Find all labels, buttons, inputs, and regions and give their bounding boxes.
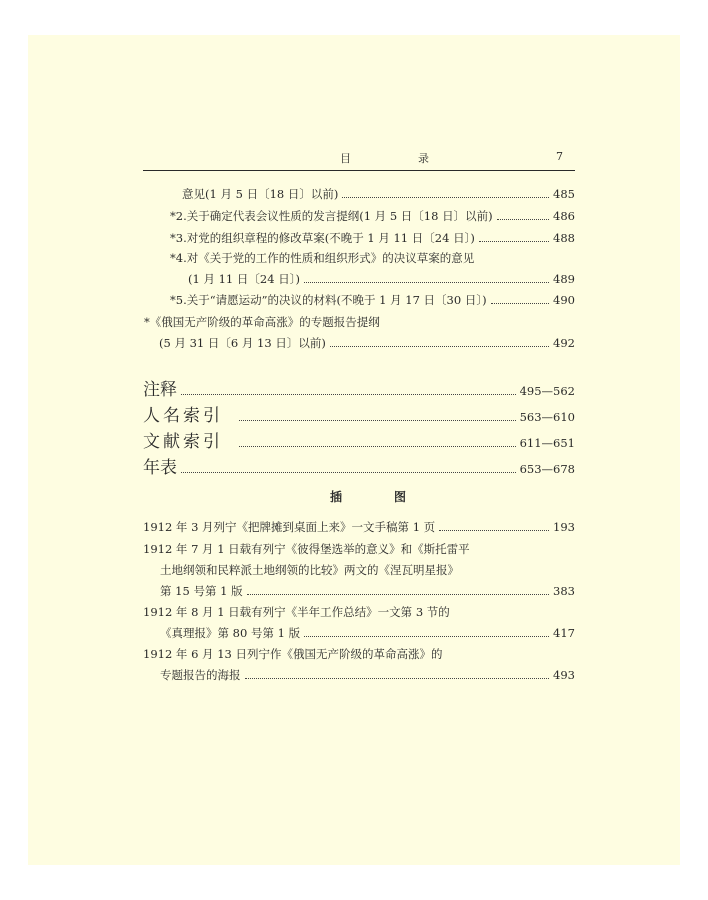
illustration-entry: 1912 年 7 月 1 日载有列宁《彼得堡选举的意义》和《斯托雷平	[143, 542, 470, 556]
illustration-entry: 专题报告的海报 493	[160, 668, 575, 682]
toc-entry: 意见(1 月 5 日〔18 日〕以前) 485	[182, 187, 575, 201]
header-rule	[143, 170, 575, 171]
toc-entry: *5.关于“请愿运动”的决议的材料(不晚于 1 月 17 日〔30 日〕) 490	[170, 293, 575, 307]
section-name-index: 人名索引 563—610	[143, 406, 575, 426]
toc-entry: (1 月 11 日〔24 日〕) 489	[188, 272, 575, 286]
illustration-entry: 土地纲领和民粹派土地纲领的比较》两文的《涅瓦明星报》	[160, 563, 459, 577]
toc-entry: (5 月 31 日〔6 月 13 日〕以前) 492	[159, 336, 575, 350]
illustration-entry: 1912 年 6 月 13 日列宁作《俄国无产阶级的革命高涨》的	[143, 647, 443, 661]
section-literature-index: 文献索引 611—651	[143, 432, 575, 452]
section-chronology: 年表 653—678	[143, 458, 575, 478]
toc-entry: *3.对党的组织章程的修改草案(不晚于 1 月 11 日〔24 日〕) 488	[170, 231, 575, 245]
illustration-entry: 1912 年 8 月 1 日载有列宁《半年工作总结》一文第 3 节的	[143, 605, 450, 619]
toc-entry: *《俄国无产阶级的革命高涨》的专题报告提纲	[144, 315, 380, 329]
section-notes: 注释 495—562	[143, 380, 575, 400]
illustrations-heading: 插 图	[330, 490, 427, 504]
illustration-entry: 1912 年 3 月列宁《把牌摊到桌面上来》一文手稿第 1 页 193	[143, 520, 575, 534]
page-number: 7	[556, 150, 563, 163]
toc-entry: *4.对《关于党的工作的性质和组织形式》的决议草案的意见	[170, 251, 475, 265]
illustration-entry: 第 15 号第 1 版 383	[160, 584, 575, 598]
running-header-title: 目 录	[340, 152, 457, 165]
toc-entry: *2.关于确定代表会议性质的发言提纲(1 月 5 日〔18 日〕以前) 486	[170, 209, 575, 223]
illustration-entry: 《真理报》第 80 号第 1 版 417	[160, 626, 575, 640]
